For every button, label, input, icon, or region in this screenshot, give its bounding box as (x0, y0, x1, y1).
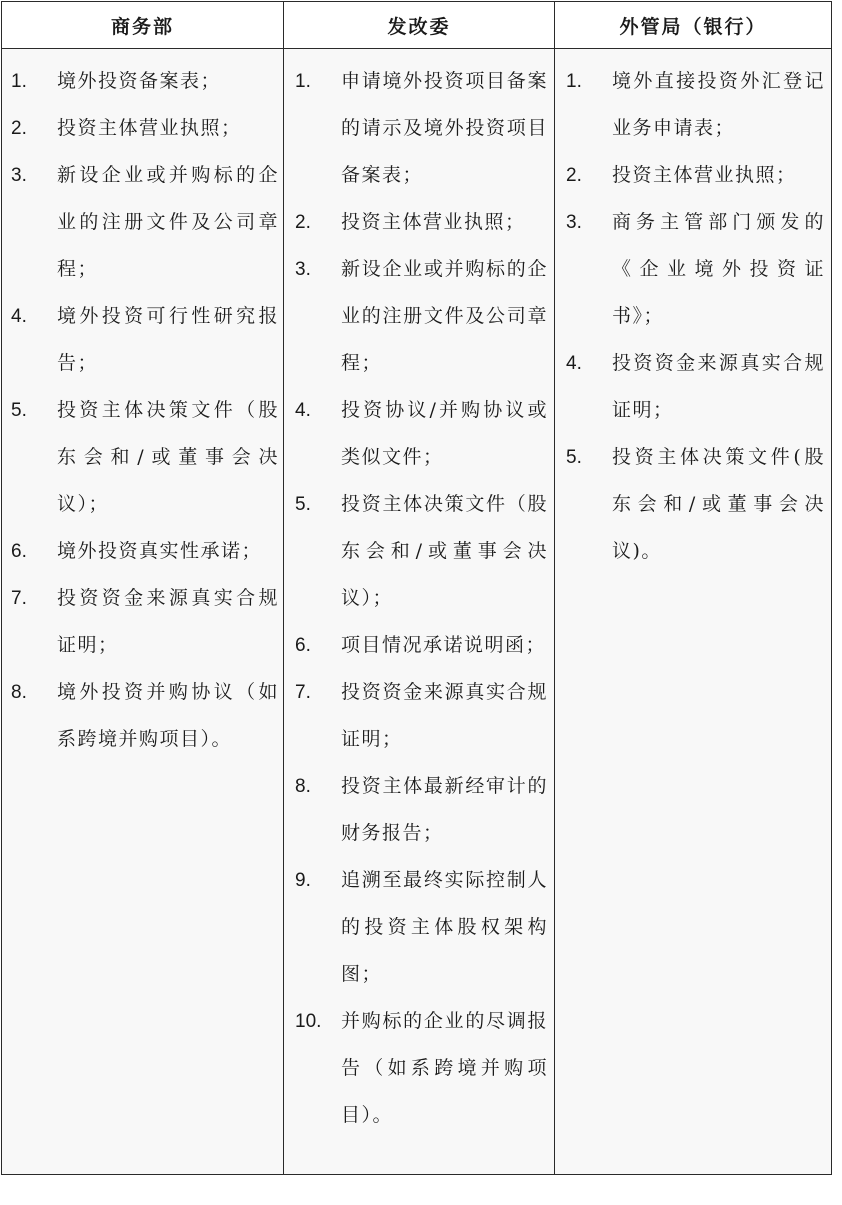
item-text: 新设企业或并购标的企业的注册文件及公司章程； (341, 258, 548, 374)
item-text: 项目情况承诺说明函； (341, 634, 547, 656)
item-number: 1. (11, 71, 27, 92)
item-text: 商务主管部门颁发的《企业境外投资证书》； (612, 211, 825, 327)
header-safe-bank: 外管局（银行） (555, 2, 832, 49)
header-row (2, 2, 832, 49)
item-text: 申请境外投资项目备案的请示及境外投资项目备案表； (341, 70, 548, 186)
item-number: 4. (566, 353, 582, 374)
item-number: 4. (11, 306, 27, 327)
requirements-table (1, 1, 832, 1175)
list-item (295, 246, 548, 387)
item-number: 2. (11, 118, 27, 139)
item-number: 6. (11, 541, 27, 562)
item-text: 境外投资并购协议（如系跨境并购项目）。 (57, 681, 279, 750)
list-item (295, 669, 548, 763)
item-number: 2. (566, 165, 582, 186)
item-number: 6. (295, 635, 311, 656)
list-item (295, 58, 548, 199)
item-text: 境外直接投资外汇登记业务申请表； (612, 70, 825, 139)
item-text: 新设企业或并购标的企业的注册文件及公司章程； (57, 164, 279, 280)
item-number: 1. (295, 71, 311, 92)
list-item (566, 58, 825, 152)
list-item (295, 622, 548, 669)
item-number: 8. (295, 776, 311, 797)
list-item (295, 481, 548, 622)
item-text: 投资主体决策文件（股东会和/或董事会决议）； (57, 399, 279, 515)
item-number: 5. (566, 447, 582, 468)
column-mofcom (2, 49, 284, 1175)
item-number: 8. (11, 682, 27, 703)
item-number: 10. (295, 1011, 322, 1032)
item-text: 投资资金来源真实合规证明； (612, 352, 825, 421)
list-item (566, 152, 825, 199)
item-list (555, 49, 831, 575)
item-text: 投资主体营业执照； (612, 164, 797, 186)
item-text: 境外投资可行性研究报告； (57, 305, 279, 374)
list-item (11, 669, 279, 763)
column-safe-bank (555, 49, 832, 1175)
item-number: 3. (566, 212, 582, 233)
list-item (295, 763, 548, 857)
item-text: 投资资金来源真实合规证明； (57, 587, 279, 656)
item-text: 投资主体决策文件(股东会和/或董事会决议)。 (612, 446, 825, 562)
column-ndrc (284, 49, 555, 1175)
list-item (11, 528, 279, 575)
item-list (2, 49, 283, 763)
item-number: 7. (295, 682, 311, 703)
item-number: 3. (295, 259, 311, 280)
item-text: 投资协议/并购协议或类似文件； (341, 399, 548, 468)
item-number: 5. (11, 400, 27, 421)
list-item (11, 152, 279, 293)
item-text: 投资主体营业执照； (57, 117, 242, 139)
list-item (295, 387, 548, 481)
item-text: 投资主体最新经审计的财务报告； (341, 775, 548, 844)
item-number: 5. (295, 494, 311, 515)
list-item (295, 998, 548, 1139)
list-item (11, 58, 279, 105)
header-ndrc: 发改委 (284, 2, 555, 49)
item-text: 追溯至最终实际控制人的投资主体股权架构图； (341, 869, 548, 985)
item-list (284, 49, 554, 1139)
item-number: 9. (295, 870, 311, 891)
item-number: 1. (566, 71, 582, 92)
list-item (11, 575, 279, 669)
item-number: 7. (11, 588, 27, 609)
item-text: 投资主体决策文件（股东会和/或董事会决议）； (341, 493, 548, 609)
item-text: 投资主体营业执照； (341, 211, 526, 233)
list-item (295, 857, 548, 998)
list-item (566, 434, 825, 575)
header-mofcom: 商务部 (2, 2, 284, 49)
list-item (566, 340, 825, 434)
item-text: 境外投资真实性承诺； (57, 540, 263, 562)
item-text: 并购标的企业的尽调报告（如系跨境并购项目）。 (341, 1010, 548, 1126)
list-item (566, 199, 825, 340)
list-item (11, 105, 279, 152)
item-number: 4. (295, 400, 311, 421)
list-item (11, 387, 279, 528)
body-row (2, 49, 832, 1175)
item-number: 3. (11, 165, 27, 186)
list-item (11, 293, 279, 387)
item-number: 2. (295, 212, 311, 233)
list-item (295, 199, 548, 246)
item-text: 投资资金来源真实合规证明； (341, 681, 548, 750)
item-text: 境外投资备案表； (57, 70, 222, 92)
